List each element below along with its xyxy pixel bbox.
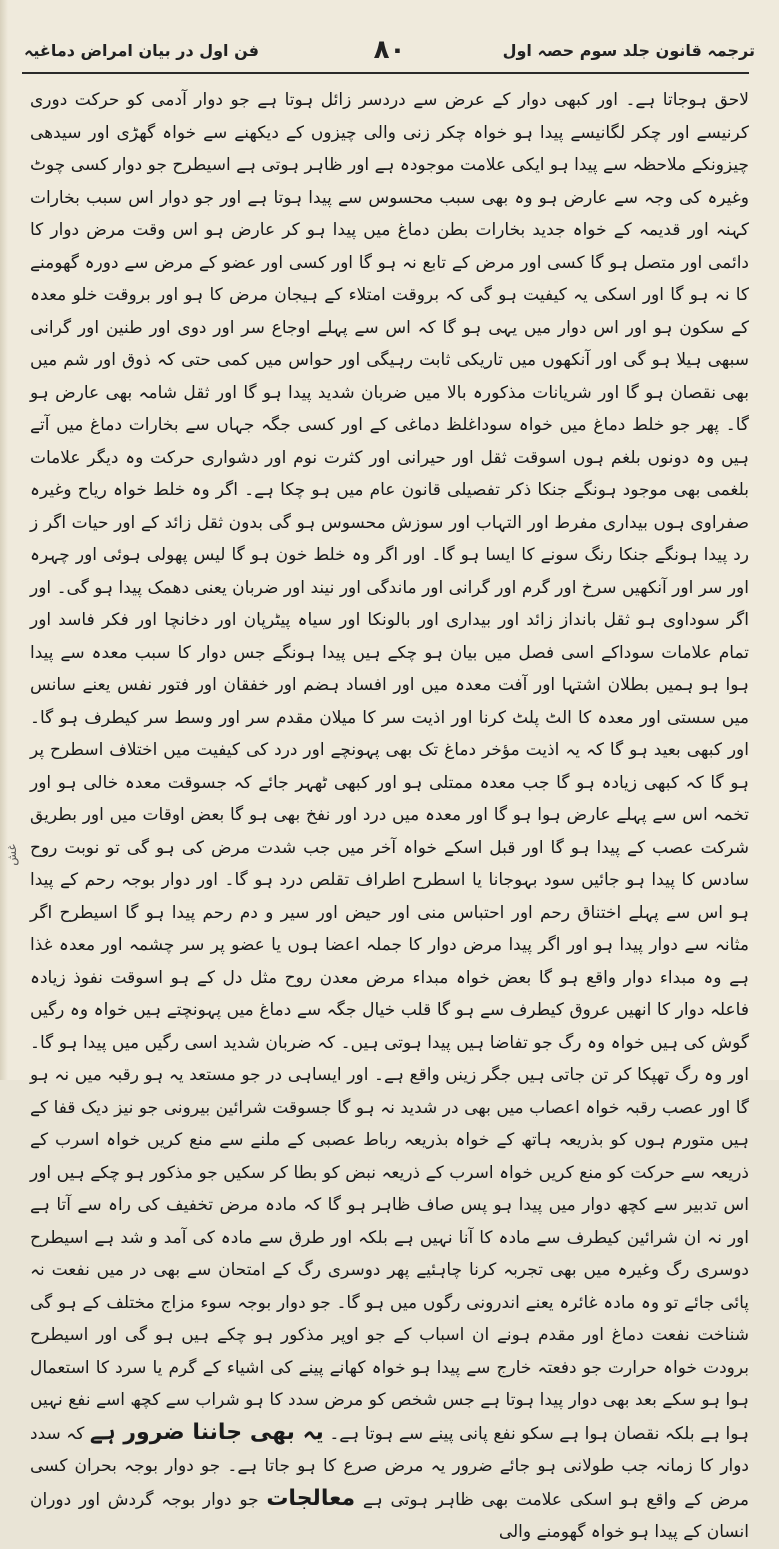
- page-gutter: [0, 0, 8, 1080]
- margin-note: غش: [5, 844, 19, 866]
- paragraph-part: لاحق ہوجاتا ہے۔ اور کبھی دوار کے عرض سے دردسر زائل ہوتا ہے جو دوار آدمی کو حرکت دوری کرنیسے اور چکر لگانیسے پیدا ہو خواہ چکر زنی والی چیزوں کے دیکھنے سے خواہ گھڑی اور سیدھی چیزونکے ملاحظہ سے پیدا ہو ایکی علامت موجودہ ہے اور ظاہر ہوتی ہے اسیطرح جو دوار کسی چوٹ وغیرہ کی وجہ سے عارض ہو وہ بھی سبب محسوس سے پیدا ہوتا ہے اور جو دوار اس سبب بخارات کہنہ اور قدیمہ کے خواہ جدید بخارات بطن دماغ میں پیدا ہو کر عارض ہو اس وقت مرض دوار کا دائمی اور متصل ہو گا کسی اور مرض کے تابع نہ ہو گا اور کسی اور عضو کے مرض سے دورہ گھومنے کا نہ ہو گا اور اسکی یہ کیفیت ہو گی کہ بروقت امتلاء کے ہیجان مرض کا ہو اور بروقت خلو معدہ کے سکون ہو اور اس دوار میں یہی ہو گا کہ اس سے پہلے اوجاع سر اور دوی اور طنین اور گرانی سبھی ہیلا ہو گی اور آنکھوں میں تاریکی ثابت رہیگی اور حواس میں کمی حتی کہ ذوق اور شم میں بھی نقصان ہو گا اور شریانات مذکورہ بالا میں ضربان شدید پیدا ہو گا اور ثقل شامہ بھی عارض ہو گا۔ پھر جو خلط دماغ میں خواہ سوداغلظ دماغی کے اور کسی جگہ جہاں سے بخارات دماغ میں آتے ہیں وہ دونوں بلغم ہوں اسوقت ثقل اور حیرانی اور کثرت نوم اور دشواری حرکت وہ دیگر علامات بلغمی بھی موجود ہونگے جنکا ذکر تفصیلی قانون عام میں ہو چکا ہے۔ اگر وہ خلط خواہ ریاح وغیرہ صفراوی ہوں بیداری مفرط اور التہاب اور سوزش محسوس ہو گی بدون ثقل زائد کے اور حیات اگر ز رد پیدا ہونگے جنکا رنگ سونے کا ایسا ہو گا۔ اور اگر وہ خلط خون ہو گا لیس پھولی ہوئی اور چہرہ اور سر اور آنکھیں سرخ اور گرم اور گرانی اور ماندگی اور نیند اور ضربان یعنی دھمک پیدا ہو گی۔ اور اگر سوداوی ہو ثقل بانداز زائد اور بیداری اور بالونکا اور سیاہ پیٹرپان اور دخانچا اور فکر فاسد اور تمام علامات سوداکے اسی فصل میں بیان ہو چکے ہیں پیدا ہونگے جس دوار کا سبب معدہ سے پیدا ہوا ہو ہمیں بطلان اشتہا اور آفت معدہ میں اور افساد ہضم اور خفقان اور فتور نفس یعنے سانس میں سستی اور معدہ کا الٹ پلٹ کرنا اور اذیت سر کا میلان مقدم سر اور وسط سر کیطرف ہو گا۔ اور کبھی بعید ہو گا کہ یہ اذیت مؤخر دماغ تک بھی پہونچے اور درد کی کیفیت میں اختلاف اسطرح پر ہو گا کہ کبھی زیادہ ہو گا جب معدہ ممتلی ہو اور کبھی ٹھہر جائے کہ جسوقت معدہ خالی ہو اور تخمہ اس سے پہلے عارض ہوا ہو گا اور معدہ میں درد اور نفخ بھی ہو گا بعض اوقات میں اور بطریق شرکت عصب کے پیدا ہو گا اور قبل اسکے خواہ آخر میں جب شدت مرض کی ہو گی تو نوبت روح سادس کا پیدا ہو جائیں سود بہوجانا یا اسطرح اطراف تقلص درد ہو گا۔ اور دوار بوجہ رحم کے پیدا ہو اس سے پہلے اختناق رحم اور احتباس منی اور حیض اور سیر و دم رحم پیدا ہو گا اسیطرح اگر مثانہ سے دوار پیدا ہو اور اگر پیدا مرض دوار کا جملہ اعضا ہوں یا عضو پر سر چشمہ اور معدہ غذا ہے وہ مبداء دوار واقع ہو گا بعض خواہ مبداء مرض معدن روح مثل دل کے ہو اسوقت نفوذ زیادہ فاعلہ دوار کا انھیں عروق کیطرف سے ہو گا قلب خیال جگہ سے دماغ میں پہونچتے ہیں خواہ وہ رگیں گوش کی ہیں خواہ وہ رگ جو تفاضا ہیں پیدا ہوتی ہیں۔ کہ ضربان شدید اسی رگیں میں پیدا ہو گا۔ اور وہ رگ تھپکا کر تن جاتی ہیں جگر زینں واقع ہے۔ اور ایساہی در جو مستعد یہ ہو رقبہ میں نہ ہو گا اور عصب رقبہ خواہ اعصاب میں بھی در شدید نہ ہو گا جسوقت شرائین بیرونی جو نیز دیک قفا کے ہیں متورم ہوں کو بذریعہ ہاتھ کے خواہ بذریعہ رباط عصبی کے ملنے سے منع کریں خواہ اسرب کے ذریعہ سے حرکت کو منع کریں خواہ اسرب کے ذریعہ نبض کو بطا کر سکیں جو مذکور ہو چکے ہیں اور اس تدبیر سے کچھ دوار میں پیدا ہو پس صاف ظاہر ہو گا کہ مادہ مرض تخفیف کی راہ سے آتا ہے اور نہ ان شرائین کیطرف سے مادہ کا آنا نہیں ہے بلکہ اور طرق سے مادہ کی آمد و شد ہے اسیطرح دوسری رگ وغیرہ میں بھی تجربہ کرنا چاہئیے پھر دوسری رگ کے امتحان سے بھی در میں نفعت نہ پائی جائے تو وہ مادہ غائرہ یعنے اندرونی رگوں میں ہو گا۔ جو دوار بوجہ سوء مزاج مختلف کے ہو گی شناخت نفعت دماغ اور مقدم ہونے ان اسباب کے جو اوپر مذکور ہو چکے ہیں ہو گی اور اسیطرح برودت خواہ حرارت جو دفعتہ خارج سے پیدا ہو خواہ کھانے پینے کی اشیاء کے گرم یا سرد کا استعمال ہوا ہو سکے بعد بھی دوار پیدا ہوتا ہے جس شخص کو مرض سدد کا ہو شراب سے کچھ اسے نفع نہیں ہوا ہے بلکہ نقصان ہوا ہے سکو نفع پانی پینے سے ہوتا ہے۔: [30, 90, 750, 1444]
- body-text: [30, 84, 750, 1542]
- paragraph-part: جو دوار بوجہ گردش اور دوران انسان کے پیدا ہو خواہ گھومنے والی: [30, 1489, 749, 1542]
- header-rule: [22, 72, 749, 74]
- running-header: [24, 30, 755, 70]
- paragraph-part: کہ سدد دوار کا زمانہ جب طولانی ہو جائے ضرور یہ مرض صرع کا ہو جاتا ہے۔ جو دوار بوجہ بحران کسی مرض کے واقع ہو اسکی علامت بھی ظاہر ہوتی ہے: [30, 1423, 750, 1510]
- keyword-heading: یہ بھی جاننا ضرور ہے: [89, 1419, 324, 1445]
- page-number: ۸۰: [373, 35, 406, 65]
- book-title: ترجمہ قانون جلد سوم حصہ اول: [502, 40, 755, 60]
- section-heading: معالجات: [266, 1485, 356, 1511]
- chapter-title: فن اول در بیان امراض دماغیہ: [24, 40, 259, 60]
